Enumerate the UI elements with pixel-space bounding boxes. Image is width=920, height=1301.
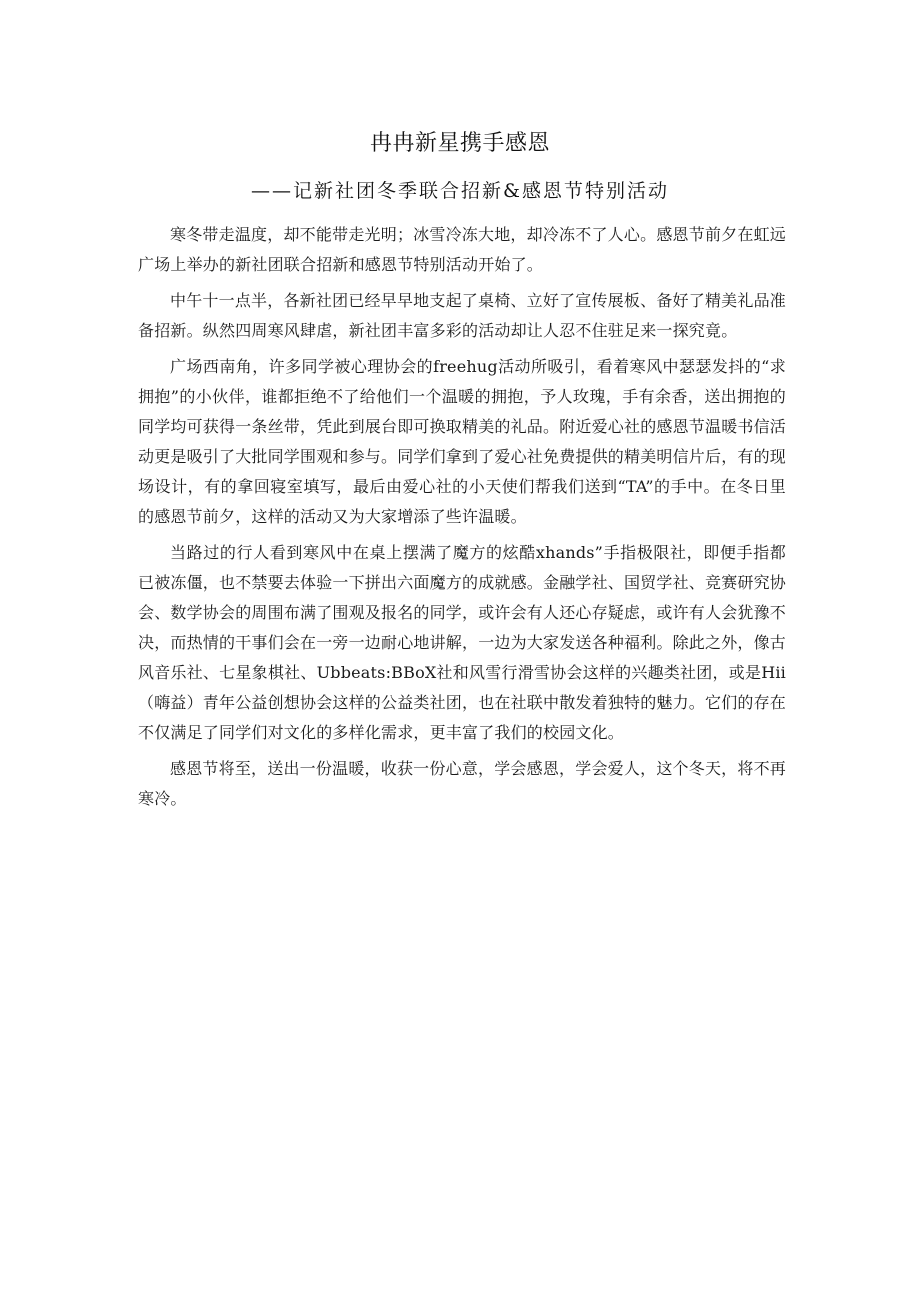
document-body — [138, 220, 786, 820]
paragraph: 当路过的行人看到寒风中在桌上摆满了魔方的炫酷xhands”手指极限社，即便手指都已被冻僵，也不禁要去体验一下拼出六面魔方的成就感。金融学社、国贸学社、竞赛研究协会、数学协会的周围布满了围观及报名的同学，或许会有人还心存疑虑，或许有人会犹豫不决，而热情的干事们会在一旁一边耐心地讲解，一边为大家发送各种福利。除此之外，像古风音乐社、七星象棋社、Ubbeats:BBoX社和风雪行滑雪协会这样的兴趣类社团，或是Hii（嗨益）青年公益创想协会这样的公益类社团，也在社联中散发着独特的魅力。它们的存在不仅满足了同学们对文化的多样化需求，更丰富了我们的校园文化。 — [138, 543, 787, 742]
paragraph: 广场西南角，许多同学被心理协会的freehug活动所吸引，看着寒风中瑟瑟发抖的“求拥抱”的小伙伴，谁都拒绝不了给他们一个温暖的拥抱，予人玫瑰，手有余香，送出拥抱的同学均可获得一条丝带，凭此到展台即可换取精美的礼品。附近爱心社的感恩节温暖书信活动更是吸引了大批同学围观和参与。同学们拿到了爱心社免费提供的精美明信片后，有的现场设计，有的拿回寝室填写，最后由爱心社的小天使们帮我们送到“TA”的手中。在冬日里的感恩节前夕，这样的活动又为大家增添了些许温暖。 — [138, 357, 787, 526]
paragraph: 寒冬带走温度，却不能带走光明；冰雪冷冻大地，却冷冻不了人心。感恩节前夕在虹远广场上举办的新社团联合招新和感恩节特别活动开始了。 — [138, 225, 786, 274]
document-title: 冉冉新星携手感恩 — [369, 131, 550, 156]
paragraph: 中午十一点半，各新社团已经早早地支起了桌椅、立好了宣传展板、备好了精美礼品准备招新。纵然四周寒风肆虐，新社团丰富多彩的活动却让人忍不住驻足来一探究竟。 — [138, 291, 786, 340]
paragraph: 感恩节将至，送出一份温暖，收获一份心意，学会感恩，学会爱人，这个冬天，将不再寒冷。 — [138, 759, 786, 808]
document-subtitle: ——记新社团冬季联合招新&感恩节特别活动 — [251, 180, 669, 202]
